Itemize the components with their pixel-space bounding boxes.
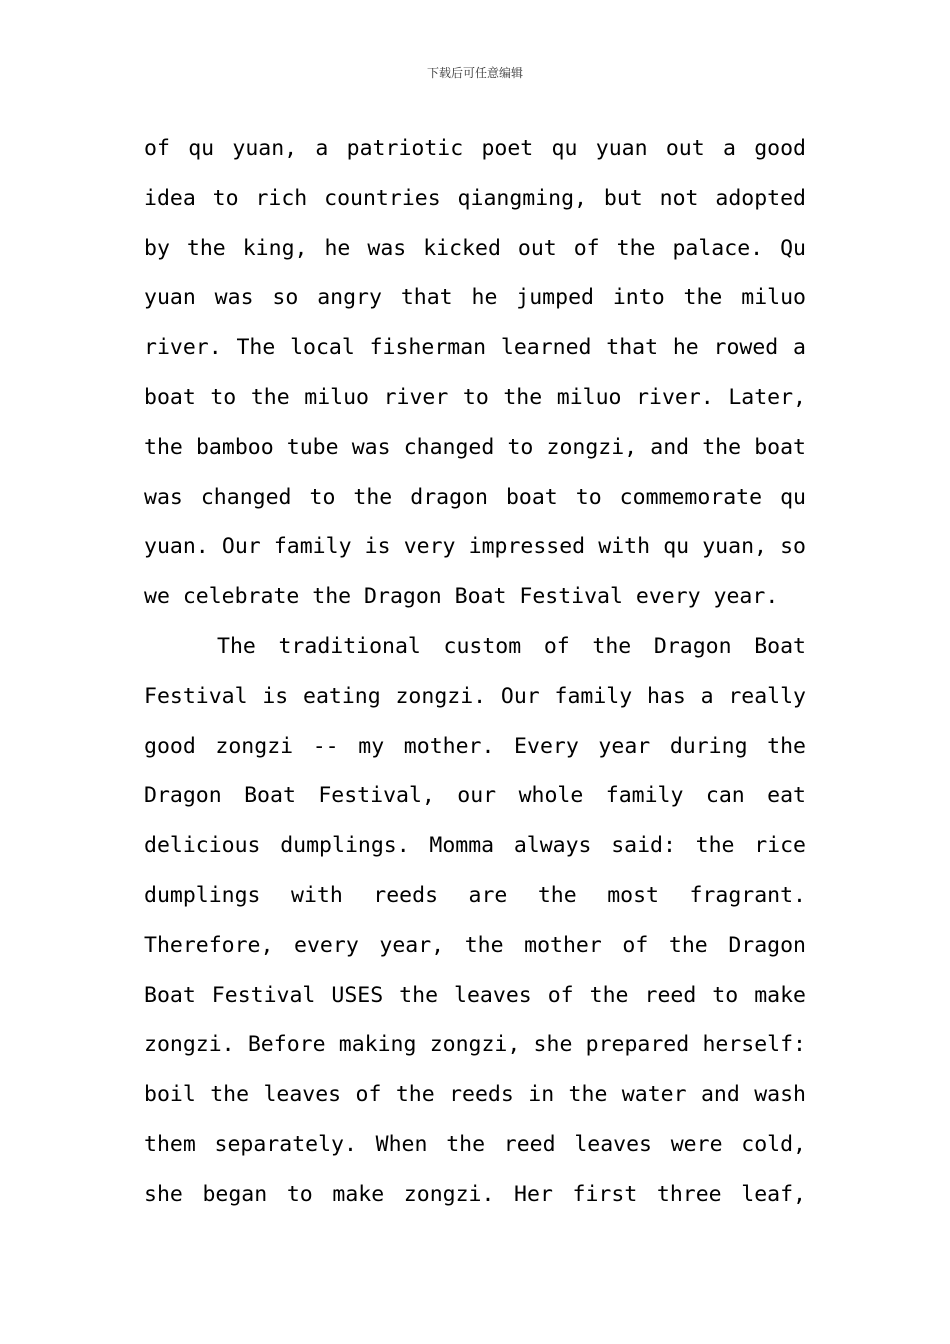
text-line: the bamboo tube was changed to zongzi, and the boat [144, 434, 806, 460]
text-line: she began to make zongzi. Her first three leaf, [144, 1181, 806, 1207]
text-line: delicious dumplings. Momma always said: the rice [144, 833, 806, 859]
text-line: Therefore, every year, the mother of the Dragon [144, 932, 806, 958]
text-line: boil the leaves of the reeds in the water and wash [144, 1082, 806, 1108]
header-note: 下载后可任意编辑 [426, 66, 523, 80]
text-line: Festival is eating zongzi. Our family has a really [144, 683, 806, 709]
text-line: Dragon Boat Festival, our whole family can eat [144, 783, 806, 809]
paragraph-1 [144, 124, 806, 622]
text-line: boat to the miluo river to the miluo river. Later, [144, 384, 806, 410]
text-line: Boat Festival USES the leaves of the reed to make [144, 982, 806, 1008]
text-line: The traditional custom of the Dragon Boat [217, 633, 806, 659]
text-line: them separately. When the reed leaves were cold, [144, 1131, 806, 1157]
text-line: zongzi. Before making zongzi, she prepared herself: [144, 1032, 806, 1058]
text-line: of qu yuan, a patriotic poet qu yuan out a good [144, 136, 806, 161]
text-line: idea to rich countries qiangming, but not adopted [144, 185, 806, 211]
text-line: yuan. Our family is very impressed with qu yuan, so [144, 534, 806, 560]
text-line: we celebrate the Dragon Boat Festival every year. [144, 584, 779, 610]
text-line: good zongzi -- my mother. Every year during the [144, 733, 806, 759]
text-line: by the king, he was kicked out of the palace. Qu [144, 235, 806, 261]
text-line: yuan was so angry that he jumped into the miluo [144, 285, 806, 311]
document-body [144, 124, 806, 1220]
text-line: dumplings with reeds are the most fragrant. [144, 882, 806, 908]
text-line: was changed to the dragon boat to commemorate qu [144, 484, 806, 510]
paragraph-2 [144, 622, 806, 1220]
text-line: river. The local fisherman learned that he rowed a [144, 335, 806, 361]
